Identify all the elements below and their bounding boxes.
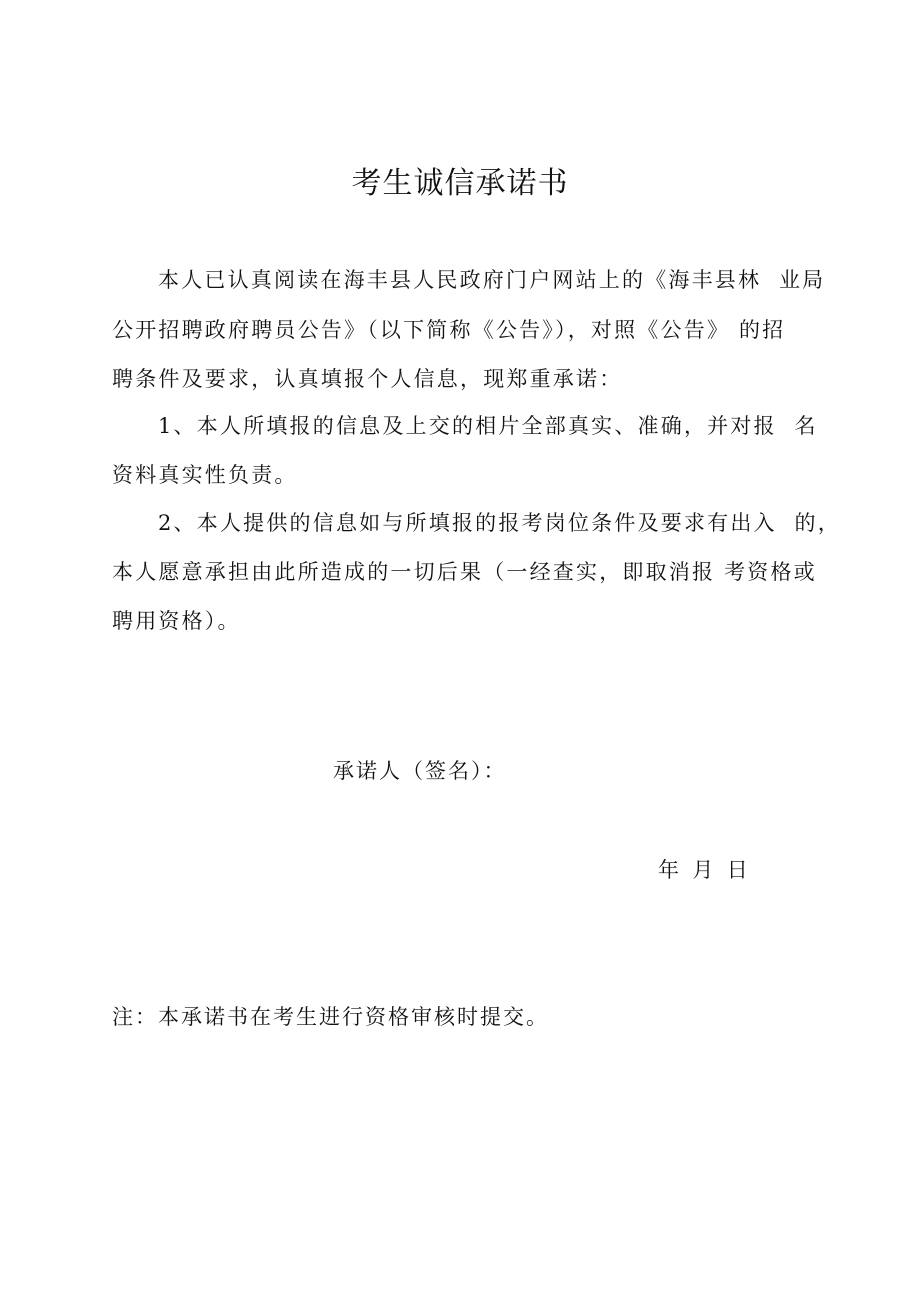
footnote: 注：本承诺书在考生进行资格审核时提交。 [112, 1005, 549, 1029]
date-label: 年 月 日 [658, 858, 748, 882]
intro-line: 聘条件及要求，认真填报个人信息，现郑重承诺： [112, 367, 623, 391]
intro-line: 公开招聘政府聘员公告》（以下简称《公告》），对照《公告》 的招 [112, 318, 786, 342]
item2-line: 2、本人提供的信息如与所填报的报考岗位条件及要求有出入 的， [158, 511, 841, 535]
document-title: 考生诚信承诺书 [351, 166, 569, 201]
item1-line: 1、本人所填报的信息及上交的相片全部真实、准确，并对报 名 [158, 414, 818, 438]
item2-line: 聘用资格）。 [112, 609, 241, 633]
item1-line: 资料真实性负责。 [112, 463, 298, 487]
signer-label: 承诺人（签名）： [333, 759, 507, 783]
item2-line: 本人愿意承担由此所造成的一切后果（一经查实，即取消报 考资格或 [112, 560, 817, 584]
intro-line: 本人已认真阅读在海丰县人民政府门户网站上的《海丰县林 业局 [158, 268, 826, 292]
